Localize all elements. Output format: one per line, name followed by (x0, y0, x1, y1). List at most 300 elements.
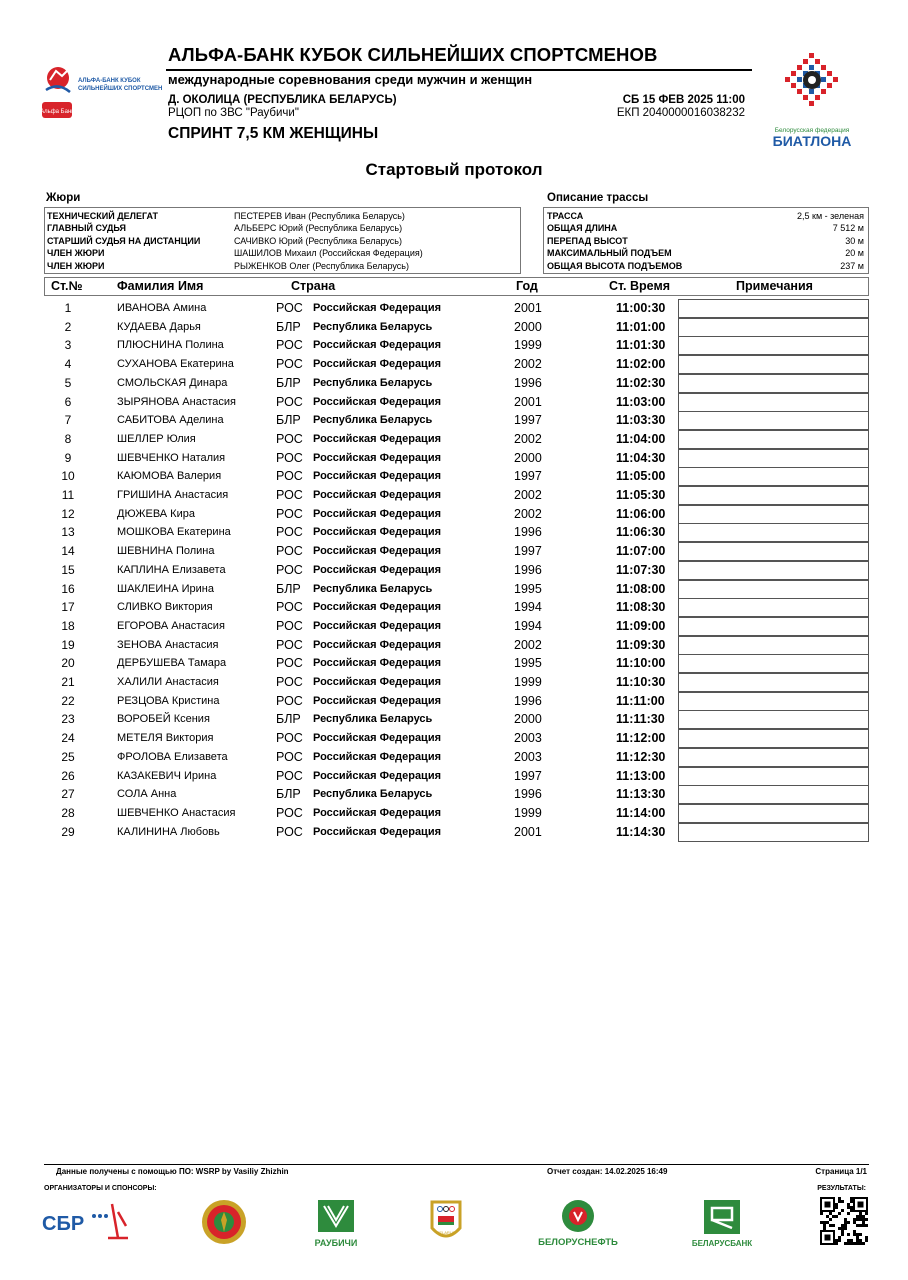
country-code: РОС (276, 824, 303, 839)
svg-text:РАУБИЧИ: РАУБИЧИ (314, 1238, 358, 1248)
birth-year: 1999 (514, 805, 542, 820)
country-name: Российская Федерация (313, 825, 441, 838)
venue: Д. ОКОЛИЦА (РЕСПУБЛИКА БЕЛАРУСЬ) (168, 94, 397, 106)
birth-year: 1999 (514, 675, 542, 689)
country-name: Российская Федерация (313, 507, 441, 520)
country-name: Российская Федерация (313, 545, 441, 558)
notes-cell (678, 580, 869, 599)
bib-number: 24 (61, 731, 75, 746)
birth-year: 2003 (514, 731, 542, 746)
birth-year: 1996 (514, 787, 542, 802)
country-name: Республика Беларусь (313, 414, 433, 427)
birth-year: 1996 (514, 693, 542, 708)
birth-year: 1996 (514, 525, 542, 540)
birth-year: 1994 (514, 618, 542, 633)
athlete-name: СМОЛЬСКАЯ Динара (117, 376, 228, 389)
bib-number: 6 (64, 394, 72, 409)
country-code: РОС (276, 618, 303, 633)
start-time: 11:02:00 (616, 357, 666, 372)
notes-cell (678, 467, 869, 486)
start-time: 11:01:00 (616, 319, 666, 334)
table-row (0, 336, 908, 355)
table-row (0, 767, 908, 786)
country-name: Российская Федерация (313, 358, 441, 371)
belarusbank-logo (684, 1198, 760, 1255)
results-label: РЕЗУЛЬТАТЫ: (817, 1185, 866, 1192)
birth-year: 1996 (514, 562, 542, 577)
course-value: 2,5 км - зеленая (797, 211, 864, 221)
table-row (0, 561, 908, 580)
country-name: Российская Федерация (313, 806, 441, 819)
athlete-name: ШАКЛЕИНА Ирина (117, 582, 214, 595)
table-row (0, 467, 908, 486)
bib-number: 4 (64, 357, 72, 372)
start-time: 11:09:00 (616, 618, 666, 633)
country-name: Российская Федерация (313, 619, 441, 632)
country-code: БЛР (276, 375, 301, 390)
course-label: ОБЩАЯ ВЫСОТА ПОДЪЕМОВ (547, 260, 683, 271)
athlete-name: СУХАНОВА Екатерина (117, 358, 234, 371)
notes-cell (678, 449, 869, 468)
athlete-name: САБИТОВА Аделина (117, 414, 224, 427)
bib-number: 18 (61, 618, 75, 633)
venue-detail: РЦОП по ЗВС "Раубичи" (168, 107, 299, 119)
athlete-name: ЗЫРЯНОВА Анастасия (117, 395, 236, 408)
athlete-name: СЛИВКО Виктория (117, 601, 213, 614)
jury-role: СТАРШИЙ СУДЬЯ НА ДИСТАНЦИИ (47, 235, 201, 246)
athlete-name: ГРИШИНА Анастасия (117, 489, 229, 501)
birth-year: 2000 (514, 712, 542, 727)
country-name: Российская Федерация (313, 489, 441, 501)
competition-subtitle: международные соревнования среди мужчин и женщин (168, 72, 533, 87)
table-row (0, 505, 908, 524)
course-row (544, 247, 866, 259)
country-name: Российская Федерация (313, 395, 441, 408)
athlete-name: ДЕРБУШЕВА Тамара (117, 657, 227, 670)
table-row (0, 804, 908, 823)
svg-text:СИЛЬНЕЙШИХ СПОРТСМЕНОВ: СИЛЬНЕЙШИХ СПОРТСМЕНОВ (78, 86, 162, 92)
start-time: 11:08:30 (616, 600, 666, 615)
start-time: 11:06:00 (616, 506, 666, 521)
athlete-name: ШЕВНИНА Полина (117, 545, 215, 558)
birth-year: 2002 (514, 488, 542, 502)
athlete-name: ЕГОРОВА Анастасия (117, 619, 225, 632)
table-row (0, 710, 908, 729)
bib-number: 21 (61, 675, 75, 689)
notes-cell (678, 785, 869, 804)
notes-cell (678, 374, 869, 393)
birth-year: 1995 (514, 581, 542, 596)
athlete-name: КАЗАКЕВИЧ Ирина (117, 769, 217, 782)
bib-number: 27 (61, 787, 75, 802)
notes-cell (678, 673, 869, 692)
header-name: Фамилия Имя (117, 279, 204, 293)
jury-person: РЫЖЕНКОВ Олег (Республика Беларусь) (234, 260, 409, 271)
athlete-name: МЕТЕЛЯ Виктория (117, 732, 214, 745)
table-row (0, 617, 908, 636)
notes-cell (678, 336, 869, 355)
birth-year: 2001 (514, 301, 542, 315)
bib-number: 13 (61, 525, 75, 540)
country-code: РОС (276, 656, 303, 671)
notes-cell (678, 636, 869, 655)
start-time: 11:05:30 (616, 488, 666, 502)
event-name: СПРИНТ 7,5 КМ ЖЕНЩИНЫ (168, 125, 379, 142)
notes-cell (678, 692, 869, 711)
birth-year: 2002 (514, 431, 542, 446)
bib-number: 3 (64, 338, 72, 353)
notes-cell (678, 299, 869, 318)
country-code: РОС (276, 637, 303, 652)
country-name: Российская Федерация (313, 302, 441, 314)
notes-cell (678, 710, 869, 729)
jury-role: ТЕХНИЧЕСКИЙ ДЕЛЕГАТ (47, 211, 159, 221)
country-code: РОС (276, 357, 303, 372)
table-row (0, 636, 908, 655)
notes-cell (678, 729, 869, 748)
start-time: 11:03:30 (616, 413, 666, 428)
bib-number: 17 (61, 600, 75, 615)
table-row (0, 673, 908, 692)
course-label: ТРАССА (547, 211, 584, 221)
table-row (0, 318, 908, 337)
table-row (0, 542, 908, 561)
birth-year: 1996 (514, 375, 542, 390)
athlete-name: КАПЛИНА Елизавета (117, 563, 226, 576)
notes-cell (678, 748, 869, 767)
svg-text:БИАТЛОНА: БИАТЛОНА (772, 133, 852, 149)
start-time: 11:01:30 (616, 338, 666, 353)
biathlon-federation-logo (768, 40, 856, 152)
country-name: Российская Федерация (313, 676, 441, 688)
country-name: Российская Федерация (313, 339, 441, 352)
course-row (544, 260, 866, 272)
birth-year: 1999 (514, 338, 542, 353)
country-name: Российская Федерация (313, 526, 441, 539)
header-country: Страна (291, 279, 336, 293)
athlete-name: ЗЕНОВА Анастасия (117, 638, 219, 651)
bib-number: 29 (61, 824, 75, 839)
table-row (0, 449, 908, 468)
country-code: РОС (276, 301, 303, 315)
athlete-name: КАЮМОВА Валерия (117, 470, 222, 483)
country-name: Российская Федерация (313, 694, 441, 707)
jury-role: ГЛАВНЫЙ СУДЬЯ (47, 223, 127, 234)
event-code: ЕКП 2040000016038232 (616, 107, 745, 119)
start-time: 11:11:00 (616, 693, 665, 708)
svg-text:СБР: СБР (42, 1213, 85, 1235)
country-code: РОС (276, 749, 303, 764)
country-name: Российская Федерация (313, 601, 441, 614)
competition-title: АЛЬФА-БАНК КУБОК СИЛЬНЕЙШИХ СПОРТСМЕНОВ (168, 44, 658, 65)
header-notes: Примечания (736, 279, 813, 293)
start-time: 11:04:30 (616, 450, 666, 465)
table-row (0, 748, 908, 767)
country-code: РОС (276, 768, 303, 783)
notes-cell (678, 486, 869, 505)
bib-number: 9 (64, 450, 72, 465)
bib-number: 22 (61, 693, 75, 708)
bib-number: 20 (61, 656, 75, 671)
table-row (0, 393, 908, 412)
course-value: 237 м (840, 260, 864, 271)
start-time: 11:10:00 (616, 656, 666, 671)
country-code: БЛР (276, 787, 301, 802)
svg-text:БЕЛАРУСБАНК: БЕЛАРУСБАНК (691, 1239, 753, 1248)
country-code: РОС (276, 450, 303, 465)
start-time: 11:14:00 (616, 805, 666, 820)
country-code: РОС (276, 506, 303, 521)
table-row (0, 580, 908, 599)
bib-number: 25 (61, 749, 75, 764)
table-row (0, 729, 908, 748)
svg-text:БЕЛОРУСНЕФТЬ: БЕЛОРУСНЕФТЬ (538, 1237, 618, 1248)
start-time: 11:12:00 (616, 731, 666, 746)
jury-person: САЧИВКО Юрий (Республика Беларусь) (234, 235, 402, 246)
birth-year: 1994 (514, 600, 542, 615)
course-heading: Описание трассы (547, 192, 649, 204)
country-name: Российская Федерация (313, 451, 441, 464)
birth-year: 2002 (514, 637, 542, 652)
country-name: Республика Беларусь (313, 788, 433, 801)
birth-year: 1997 (514, 768, 542, 783)
report-created: Отчет создан: 14.02.2025 16:49 (547, 1167, 668, 1176)
athlete-name: ИВАНОВА Амина (117, 302, 207, 314)
athlete-name: ШЕВЧЕНКО Анастасия (117, 806, 236, 819)
belorusneft-logo (532, 1198, 624, 1255)
bib-number: 26 (61, 768, 75, 783)
bib-number: 15 (61, 562, 75, 577)
course-row (544, 222, 866, 234)
start-time: 11:12:30 (616, 749, 666, 764)
course-label: ОБЩАЯ ДЛИНА (547, 223, 618, 234)
jury-heading: Жюри (46, 192, 81, 204)
event-date: СБ 15 ФЕВ 2025 11:00 (622, 94, 745, 106)
table-row (0, 692, 908, 711)
start-time: 11:08:00 (616, 581, 666, 596)
birth-year: 2000 (514, 450, 542, 465)
athlete-name: ПЛЮСНИНА Полина (117, 339, 224, 352)
start-time: 11:03:00 (616, 394, 666, 409)
country-name: Республика Беларусь (313, 320, 433, 333)
notes-cell (678, 561, 869, 580)
country-name: Российская Федерация (313, 470, 441, 483)
sbr-logo (42, 1198, 132, 1253)
bib-number: 16 (61, 581, 75, 596)
country-code: РОС (276, 600, 303, 615)
svg-text:Альфа Банк: Альфа Банк (40, 109, 74, 115)
table-row (0, 823, 908, 842)
organizers-label: ОРГАНИЗАТОРЫ И СПОНСОРЫ: (44, 1185, 157, 1192)
table-row (0, 654, 908, 673)
course-label: ПЕРЕПАД ВЫСОТ (547, 235, 628, 246)
olympic-committee-logo (422, 1198, 470, 1253)
notes-cell (678, 804, 869, 823)
country-code: РОС (276, 562, 303, 577)
country-name: Республика Беларусь (313, 582, 433, 595)
country-code: РОС (276, 675, 303, 689)
table-row (0, 355, 908, 374)
bib-number: 10 (61, 469, 75, 484)
table-row (0, 299, 908, 318)
notes-cell (678, 542, 869, 561)
country-code: РОС (276, 469, 303, 484)
athlete-name: РЕЗЦОВА Кристина (117, 694, 220, 707)
country-name: Российская Федерация (313, 657, 441, 670)
country-name: Российская Федерация (313, 432, 441, 445)
bib-number: 23 (61, 712, 75, 727)
data-source: Данные получены с помощью ПО: WSRP by Vasiliy Zhizhin (56, 1167, 289, 1176)
notes-cell (678, 355, 869, 374)
start-time: 11:13:30 (616, 787, 666, 802)
birth-year: 2001 (514, 394, 542, 409)
raubichi-logo (312, 1198, 360, 1255)
results-qr-code[interactable] (820, 1197, 868, 1252)
start-time: 11:11:30 (616, 712, 665, 727)
course-label: МАКСИМАЛЬНЫЙ ПОДЪЕМ (547, 248, 672, 259)
birth-year: 1997 (514, 469, 542, 484)
country-code: РОС (276, 431, 303, 446)
notes-cell (678, 505, 869, 524)
alfa-cup-logo (40, 62, 162, 124)
athlete-name: МОШКОВА Екатерина (117, 526, 231, 539)
bib-number: 12 (61, 506, 75, 521)
country-code: РОС (276, 544, 303, 559)
notes-cell (678, 823, 869, 842)
notes-cell (678, 430, 869, 449)
bib-number: 8 (64, 431, 72, 446)
notes-cell (678, 318, 869, 337)
start-time: 11:00:30 (616, 301, 666, 315)
jury-role: ЧЛЕН ЖЮРИ (47, 260, 105, 271)
country-name: Российская Федерация (313, 638, 441, 651)
document-title: Стартовый протокол (365, 160, 543, 179)
start-time: 11:06:30 (616, 525, 666, 540)
birth-year: 2002 (514, 506, 542, 521)
course-row (544, 235, 866, 247)
athlete-name: ШЕЛЛЕР Юлия (117, 432, 196, 445)
course-value: 7 512 м (832, 223, 864, 234)
country-name: Республика Беларусь (313, 713, 433, 726)
country-name: Республика Беларусь (313, 376, 433, 389)
bib-number: 19 (61, 637, 75, 652)
svg-text:АЛЬФА-БАНК КУБОК: АЛЬФА-БАНК КУБОК (78, 78, 141, 84)
bib-number: 11 (61, 488, 75, 502)
notes-cell (678, 654, 869, 673)
notes-cell (678, 617, 869, 636)
start-time: 11:10:30 (616, 675, 666, 689)
footer-divider (44, 1164, 869, 1165)
birth-year: 1997 (514, 413, 542, 428)
country-name: Российская Федерация (313, 750, 441, 763)
jury-panel (44, 207, 521, 274)
page-number: Страница 1/1 (815, 1167, 867, 1176)
athlete-name: ДЮЖЕВА Кира (117, 507, 195, 520)
country-code: РОС (276, 488, 303, 502)
ministry-emblem (200, 1198, 248, 1251)
country-name: Российская Федерация (313, 769, 441, 782)
birth-year: 2000 (514, 319, 542, 334)
country-code: БЛР (276, 712, 301, 727)
athlete-name: ФРОЛОВА Елизавета (117, 750, 228, 763)
start-time: 11:04:00 (616, 431, 666, 446)
athlete-name: КУДАЕВА Дарья (117, 320, 201, 333)
course-panel (543, 207, 869, 274)
start-time: 11:07:00 (616, 544, 666, 559)
table-row (0, 374, 908, 393)
notes-cell (678, 767, 869, 786)
country-code: РОС (276, 525, 303, 540)
birth-year: 2001 (514, 824, 542, 839)
svg-text:Белорусская федерация: Белорусская федерация (774, 127, 850, 134)
jury-person: ШАШИЛОВ Михаил (Российская Федерация) (234, 248, 423, 259)
country-code: БЛР (276, 581, 301, 596)
bib-number: 5 (64, 375, 72, 390)
svg-text:BELARUS: BELARUS (436, 1230, 456, 1235)
table-row (0, 785, 908, 804)
start-time: 11:07:30 (616, 562, 666, 577)
country-code: РОС (276, 805, 303, 820)
start-time: 11:13:00 (616, 768, 666, 783)
athlete-name: КАЛИНИНА Любовь (117, 825, 220, 838)
header-year: Год (516, 279, 538, 293)
country-code: БЛР (276, 319, 301, 334)
table-row (0, 411, 908, 430)
start-time: 11:09:30 (616, 637, 666, 652)
bib-number: 2 (64, 319, 72, 334)
athlete-name: ВОРОБЕЙ Ксения (117, 713, 210, 726)
athlete-name: ШЕВЧЕНКО Наталия (117, 451, 226, 464)
bib-number: 28 (61, 805, 75, 820)
table-row (0, 523, 908, 542)
jury-role: ЧЛЕН ЖЮРИ (47, 248, 105, 259)
start-time: 11:02:30 (616, 375, 666, 390)
athlete-name: СОЛА Анна (117, 788, 177, 801)
bib-number: 7 (64, 413, 72, 428)
notes-cell (678, 598, 869, 617)
country-code: РОС (276, 693, 303, 708)
country-code: РОС (276, 731, 303, 746)
notes-cell (678, 411, 869, 430)
birth-year: 2002 (514, 357, 542, 372)
table-row (0, 598, 908, 617)
bib-number: 14 (61, 544, 75, 559)
start-time: 11:14:30 (616, 824, 666, 839)
athlete-name: ХАЛИЛИ Анастасия (117, 676, 219, 688)
header-bib: Ст.№ (51, 279, 83, 293)
notes-cell (678, 523, 869, 542)
header-time: Ст. Время (609, 279, 670, 293)
course-row (544, 210, 866, 222)
country-name: Российская Федерация (313, 563, 441, 576)
course-value: 30 м (845, 235, 864, 246)
birth-year: 1997 (514, 544, 542, 559)
table-row (0, 430, 908, 449)
jury-person: ПЕСТЕРЕВ Иван (Республика Беларусь) (234, 211, 405, 221)
country-code: РОС (276, 394, 303, 409)
country-code: БЛР (276, 413, 301, 428)
country-name: Российская Федерация (313, 732, 441, 745)
title-divider (166, 69, 752, 71)
birth-year: 2003 (514, 749, 542, 764)
notes-cell (678, 393, 869, 412)
birth-year: 1995 (514, 656, 542, 671)
table-row (0, 486, 908, 505)
country-code: РОС (276, 338, 303, 353)
bib-number: 1 (64, 301, 72, 315)
start-time: 11:05:00 (616, 469, 666, 484)
jury-person: АЛЬБЕРС Юрий (Республика Беларусь) (234, 223, 403, 234)
